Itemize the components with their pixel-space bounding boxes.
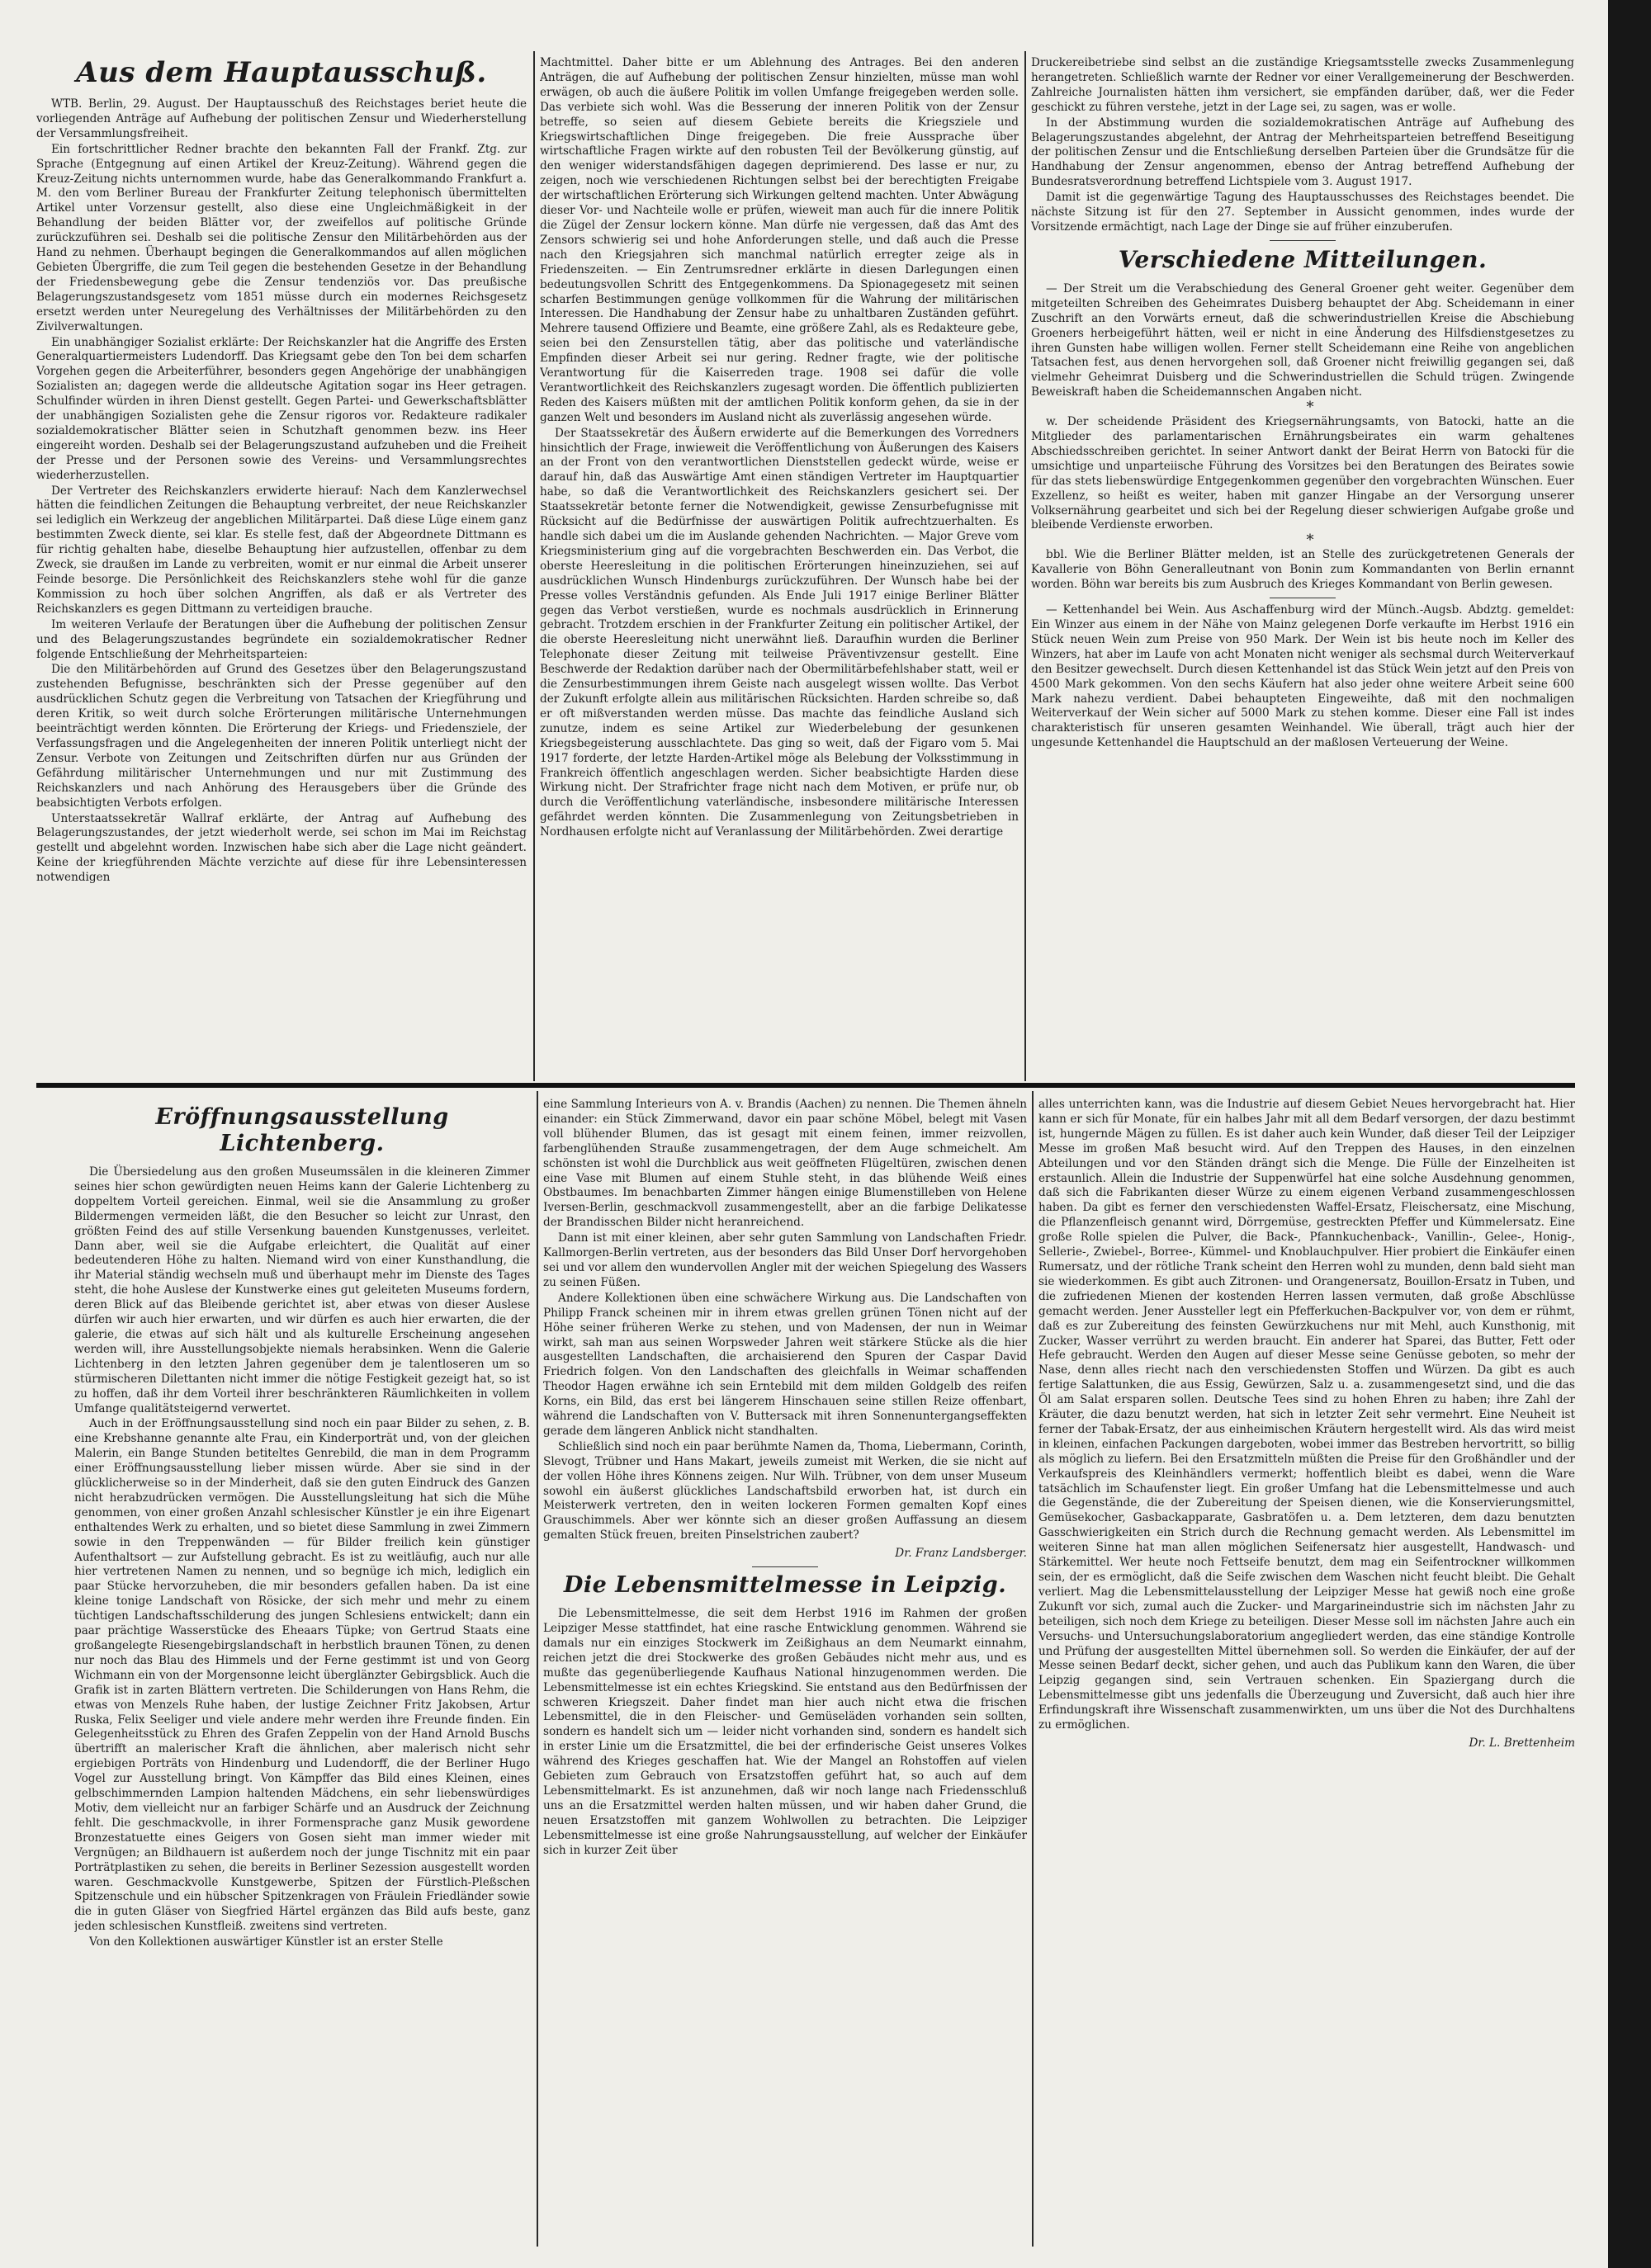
paragraph: WTB. Berlin, 29. August. Der Hauptausschuß des Reichstages beriet heute die vorliegenden Anträge auf Aufhebung der politischen Zensur und Wiederherstellung der Versammlungsfreiheit. [36,97,527,140]
author-signature: Dr. L. Brettenheim [1469,1736,1575,1750]
column-bottom-3 [1038,1098,1575,2253]
paragraph: Damit ist die gegenwärtige Tagung des Hauptausschusses des Reichstages beendet. Die nächste Sitzung ist für den 27. September in Aussicht genommen, indes wurde der Vorsitzende ermächtigt, nach Lage der Dinge sie auf früher einzuberufen. [1031,191,1574,234]
column-rule [533,51,535,1081]
paragraph: Ein fortschrittlicher Redner brachte den bekannten Fall der Frankf. Ztg. zur Sprache (Entgegnung auf einen Artikel der Kreuz-Zeitung). Während gegen die Kreuz-Zeitung nichts unternommen wurde, habe das Generalkommando Frankfurt a. M. den vom Berliner Bureau der Frankfurter Zeitung telephonisch übermittelten Artikel unter Vorzensur gestellt, also diese eine Ungleichmäßigkeit in der Behandlung der beiden Blätter vor, der zweifellos auf politische Gründe zurückzuführen sei. Deshalb sei die politische Zensur den Militärbehörden aus der Hand zu nehmen. Überhaupt begingen die Generalkommandos auf allen möglichen Gebieten Übergriffe, die zum Teil gegen die bestehenden Gesetze in der Behandlung der Friedensbewegung gebe die Zensur tendenziös vor. Das preußische Belagerungszustandsgesetz vom 1851 müsse durch ein modernes Reichsgesetz ersetzt werden unter Neuregelung des Verhältnisses der Militärbehörden zu den Zivilverwaltungen. [36,142,527,333]
paragraph: Unterstaatssekretär Wallraf erklärte, der Antrag auf Aufhebung des Belagerungszustandes, der jetzt wiederholt werde, sei schon im Mai im Reichstag gestellt und abgelehnt worden. Inzwischen habe sich aber die Lage nicht geändert. Keine der kriegführenden Mächte verzichte auf diese für ihre Lebensinteressen notwendigen [36,811,527,885]
paragraph: Dann ist mit einer kleinen, aber sehr guten Sammlung von Landschaften Friedr. Kallmorgen-Berlin vertreten, aus der besonders das Bild Unser Dorf hervorgehoben sei und vor allem den wundervollen Angler mit der weichen Spiegelung des Wassers zu seinen Füßen. [543,1231,1027,1289]
column-bottom-2 [543,1098,1027,2253]
paragraph: Ein unabhängiger Sozialist erklärte: Der Reichskanzler hat die Angriffe des Ersten Generalquartiermeisters Ludendorff. Das Kriegsamt gebe den Ton bei dem scharfen Vorgehen gegen die Arbeiterführer, besonders gegen Angehörige der unabhängigen Sozialisten an; dagegen werde die alldeutsche Agitation sogar ins Heer getragen. Schulfinder würden in ihren Dienst gestellt. Gegen Partei- und Gewerkschaftsblätter der unabhängigen Sozialisten gehe die Zensur rigoros vor. Redakteure radikaler sozialdemokratischer Blätter seien in Schutzhaft genommen bezw. ins Heer eingereiht worden. Deshalb sei der Belagerungszustand aufzuheben und die Freiheit der Presse und der Personen sowie des Vereins- und Versammlungsrechtes wiederherzustellen. [36,335,527,482]
paragraph: Schließlich sind noch ein paar berühmte Namen da, Thoma, Liebermann, Corinth, Slevogt, Trübner und Hans Makart, jeweils zumeist mit Werken, die sie nicht auf der vollen Höhe ihres Könnens zeigen. Nur Wilh. Trübner, von dem unser Museum sowohl ein äußerst glückliches Landschaftsbild erworben hat, ist durch ein Meisterwerk vertreten, den in weiten lockeren Formen gemalten Kopf eines Grauschimmels. Aber wer könnte sich an dieser großen Auffassung an diesem gemalten Stück freuen, breiten Pinselstrichen zaubert? [543,1439,1027,1543]
paragraph: Andere Kollektionen üben eine schwächere Wirkung aus. Die Landschaften von Philipp Franck scheinen mir in ihrem etwas grellen grünen Tönen nicht auf der Höhe seiner früheren Werke zu stehen, und von Madensen, der nun in Weimar wirkt, sah man aus seinen Worpsweder Jahren weit stärkere Stücke als die hier ausgestellten Landschaften, die archaisierend den Spuren der Caspar David Friedrich folgen. Von den Landschaften des gleichfalls in Weimar schaffenden Theodor Hagen erwähne ich sein Erntebild mit dem milden Goldgelb des reifen Korns, ein Bild, das erst bei längerem Hinschauen seine stillen Reize offenbart, während die Landschaften von V. Buttersack mit ihren Sonnenuntergangseffekten gerade dem längeren Anblick nicht standhalten. [543,1291,1027,1438]
paragraph: Der Vertreter des Reichskanzlers erwiderte hierauf: Nach dem Kanzlerwechsel hätten die feindlichen Zeitungen die Behauptung verbreitet, der neue Reichskanzler sei lediglich ein Werkzeug der angeblichen Militärpartei. Daß diese Lüge einem ganz bestimmten Zweck diente, sei klar. Es stelle fest, daß der Abgeordnete Dittmann es für richtig gehalten habe, dieselbe Behauptung hier aufzustellen, offenbar zu dem Zweck, sie draußen im Lande zu verbreiten, womit er nur einmal die Arbeit unserer Feinde besorge. Die Persönlichkeit des Reichskanzlers stehe wohl für die ganze Kommission zu hoch über solchen Angriffen, als daß er als Vertreter des Reichskanzlers es gegen Dittmann zu verteidigen brauche. [36,484,527,616]
divider [1270,240,1336,241]
asterisk-separator: * [1306,399,1314,417]
paragraph: Auch in der Eröffnungsausstellung sind noch ein paar Bilder zu sehen, z. B. eine Krebshanne genannte alte Frau, ein Kinderporträt und, von der gleichen Malerin, ein Bange Stunden betiteltes Genrebild, die man in dem Programm einer Eröffnungsausstellung lieber missen würde. Aber sie sind in der glücklicherweise so in der Minderheit, daß sie den guten Eindruck des Ganzen nicht herabzudrücken vermögen. Die Ausstellungsleitung hat sich die Mühe genommen, von einer großen Anzahl schlesischer Künstler je ein ihre Eigenart enthaltendes Werk zu erhalten, und so bietet diese Sammlung in zwei Zimmern sowie in den Treppenwänden — für Bilder freilich kein günstiger Aufenthaltsort — zur Aufstellung gebracht. Es ist zu weitläufig, auch nur alle hier vertretenen Namen zu nennen, und so begnüge ich mich, lediglich ein paar Stücke hervorzuheben, die mir besonders gefallen haben. Da ist eine kleine tonige Landschaft von Rösicke, der sich mehr und mehr zu einem tüchtigen Landschaftsschilderung des jungen Schlesiens entwickelt; dann ein paar prächtige Wasserstücke des Eheaars Tüpke; von Gertrud Staats eine großangelegte Riesengebirgslandschaft in herbstlich braunen Tönen, zu denen nur noch das Blau des Himmels und der Ferne gestimmt ist und von Georg Wichmann ein von der Morgensonne leicht überglänzter Gebirgsblick. Auch die Grafik ist in zarten Blättern vertreten. Die Schilderungen von Hans Rehm, die etwas von Menzels Ruhe haben, der lustige Zeichner Fritz Jakobsen, Artur Ruska, Felix Seeliger und viele andere mehr werden ihre Freunde finden. Ein Gelegenheitsstück zu Ehren des Grafen Zeppelin von der Hand Arnold Buschs übertrifft an malerischer Kraft die ähnlichen, aber malerisch nicht sehr ergiebigen Porträts von Hindenburg und Ludendorff, die der Berliner Hugo Vogel zur Ausstellung bringt. Von Kämpffer das Bild eines Kleinen, eines gelbschimmernden Lampion haltenden Mädchens, ein sehr liebenswürdiges Motiv, dem vielleicht nur an farbiger Schärfe und an Ausdruck der Zeichnung fehlt. Die geschmackvolle, in ihrer Formensprache ganz Musik gewordene Bronzestatuette eines Geigers von Gosen sieht man immer wieder mit Vergnügen; an Bildhauern ist außerdem noch der junge Tischnitz mit ein paar Porträtplastiken zu sehen, die bereits in Berliner Sezession ausgestellt worden waren. Geschmackvolle Kunstgewerbe, Spitzen der Fürstlich-Pleßschen Spitzenschule und ein hübscher Spitzenkragen von Fräulein Friedländer sowie die in guten Gläser von Siegfried Härtel ergänzen das Bild aufs beste, ganz jeden schlesischen Kunstfleiß. zweitens sind vertreten. [74,1417,530,1934]
paragraph: Der Staatssekretär des Äußern erwiderte auf die Bemerkungen des Vorredners hinsichtlich der Frage, inwieweit die Veröffentlichung von Äußerungen des Kaisers an der Front von den verantwortlichen Dienststellen gedeckt würde, weise er darauf hin, daß das Auswärtige Amt einen ständigen Vertreter im Hauptquartier habe, so daß die Verantwortlichkeit des Reichskanzlers gesichert sei. Der Staatssekretär betonte ferner die Notwendigkeit, gewisse Zensurbefugnisse mit Rücksicht auf die Bedürfnisse der auswärtigen Politik aufrechtzuerhalten. Es handle sich dabei um die im Auslande gehenden Nachrichten. — Major Greve vom Kriegsministerium ging auf die vorgebrachten Beschwerden ein. Das Verbot, die oberste Heeresleitung in die politischen Erörterungen hineinzuziehen, sei auf ausdrücklichen Wunsch Hindenburgs zurückzuführen. Der Wunsch habe bei der Presse volles Verständnis gefunden. Als Ende Juli 1917 einige Berliner Blätter gegen das Verbot verstießen, wurde es nochmals ausdrücklich in Erinnerung gebracht. Trotzdem erschien in der Frankfurter Zeitung ein politischer Artikel, der die oberste Heeresleitung nicht unerwähnt ließ. Daraufhin wurden die Berliner Telephonate dieser Zeitung mit teilweise Präventivzensur gestellt. Eine Beschwerde der Redaktion darüber nach der Obermilitärbefehlshaber statt, weil er die Zensurbestimmungen ihrem Geiste nach ausgelegt wissen wollte. Das Verbot der Zukunft erfolgte allein aus militärischen Rücksichten. Harden schreibe so, daß er oft mißverstanden werden müsse. Das machte das feindliche Ausland sich zunutze, indem es seine Artikel zur Wiederbelebung der gesunkenen Kriegsbegeisterung ausschlachtete. Das ging so weit, daß der Figaro vom 5. Mai 1917 forderte, der letzte Harden-Artikel möge als Belebung der Volksstimmung in Frankreich öffentlich angeschlagen werden. Sicher beabsichtigte Harden diese Wirkung nicht. Der Strafrichter frage nicht nach dem Motiven, er prüfe nur, ob durch die Veröffentlichung vaterländische, insbesondere militärische Interessen gefährdet werden könnten. Die Zusammenlegung von Zeitungsbetrieben in Nordhausen erfolgte nicht auf Veranlassung der Militärbehörden. Zwei derartige [540,426,1019,839]
paragraph: alles unterrichten kann, was die Industrie auf diesem Gebiet Neues hervorgebracht hat. Hier kann er sich für Monate, für ein halbes Jahr mit all dem Bedarf versorgen, der dazu bestimmt ist, hungernde Mägen zu füllen. Es ist daher auch kein Wunder, daß dieser Teil der Leipziger Messe im großen Maß besucht wird. Auf den Treppen des Hauses, in den einzelnen Abteilungen und vor den Ständen drängt sich die Menge. Die Fülle der Einzelheiten ist erstaunlich. Allein die Industrie der Suppenwürfel hat eine solche Ausdehnung genommen, daß sich die Fabrikanten dieser Würze zu einem eigenen Verband zusammengeschlossen haben. Da gibt es ferner den verschiedensten Waffel-Ersatz, Fleischersatz, eine Mischung, die Pflanzenfleisch genannt wird, Dörrgemüse, gestreckten Pfeffer und Kümmelersatz. Eine große Rolle spielen die Pulver, die Back-, Pfannkuchenback-, Vanillin-, Gelee-, Honig-, Sellerie-, Zwiebel-, Borree-, Kümmel- und Knoblauchpulver. Hier probiert die Einkäufer einen Rumersatz, und der rötliche Trank scheint den Herren wohl zu munden, denn bald sieht man sie wiederkommen. Es gibt auch Zitronen- und Orangenersatz, Bouillon-Ersatz in Tuben, und die zufriedenen Mienen der kostenden Herren lassen vermuten, daß große Abschlüsse gemacht werden. Jener Aussteller legt ein Pfefferkuchen-Backpulver vor, von dem er rühmt, daß es zur Zubereitung des feinsten Gewürzkuchens nur mit Mehl, auch Kunsthonig, mit Zucker, Wasser verrührt zu werden braucht. Ein anderer hat Sparei, das Butter, Fett oder Hefe gebraucht. Werden den Augen auf dieser Messe seine Genüsse geboten, so mehr der Nase, denn alles riecht nach den verschiedensten Stoffen und Würzen. Da gibt es auch fertige Salattunken, die aus Essig, Gewürzen, Salz u. a. zusammengesetzt sind, und die das Öl am Salat ersparen sollen. Deutsche Tees sind zu hohen Ehren zu haben; ihre Zahl der Kräuter, die dazu benutzt werden, hat sich in letzter Zeit sehr vermehrt. Eine Neuheit ist ferner der Tabak-Ersatz, der aus einheimischen Kräutern hergestellt wird. Als das wird meist in kleinen, einfachen Packungen dargeboten, wobei immer das Bestreben hervortritt, so billig als möglich zu liefern. Bei den Ersatzmitteln müßten die Preise für den Großhändler und der Verkaufspreis des Kleinhändlers vermerkt; hoffentlich bleibt es dabei, wenn die Ware tatsächlich im Schaufenster liegt. Ein großer Umfang hat die Lebensmittelmesse und auch die Gegenstände, die der Zubereitung der Speisen dienen, wie die Konservierungsmittel, Gemüsekocher, Gasbackapparate, Gasbratöfen u. a. Dem letzteren, dem dazu benutzten Gasschwierigkeiten ein Strich durch die Rechnung gemacht werden. Als Lebensmittel im weiteren Sinne hat man allen möglichen Seifenersatz hier ausgestellt, Handwasch- und Stärkemittel. Wer heute noch Fettseife benutzt, dem mag ein Seifentrockner willkommen sein, der es ermöglicht, daß die Seife zwischen dem Waschen nicht feucht bleibt. Die Gehalt verliert. Mag die Lebensmittelausstellung der Leipziger Messe hat gewiß noch eine große Zukunft vor sich, zumal auch die Zucker- und Margarineindustrie sich im nächsten Jahr zu beteiligen, sich noch dem Kriege zu beteiligen. Dieser Messe soll im nächsten Jahre auch ein Versuchs- und Untersuchungslaboratorium angegliedert werden, das eine ständige Kontrolle und Prüfung der ausgestellten Mittel übernehmen soll. So werden die Einkäufer, der auf der Messe seinen Bedarf deckt, sicher gehen, und auch das Publikum kann den Waren, die über Leipzig gegangen sind, sein Vertrauen schenken. Ein Spaziergang durch die Lebensmittelmesse gibt uns jedenfalls die Überzeugung und Zuversicht, daß auch hier ihre Erfindungskraft ihre Wissenschaft zusammenwirkten, um uns über die Not des Durchhaltens zu ermöglichen. [1038,1098,1575,1732]
asterisk-separator: * [1306,532,1314,550]
article-heading-lebensmittelmesse: Die Lebensmittelmesse in Leipzig. [563,1572,1007,1599]
article-heading-hauptausschuss: Aus dem Hauptausschuß. [76,56,487,89]
column-top-1 [36,51,527,1080]
paragraph: Im weiteren Verlaufe der Beratungen über die Aufhebung der politischen Zensur und des Belagerungszustandes begründete ein sozialdemokratischer Redner folgende Entschließung der Mehrheitsparteien: [36,617,527,661]
paragraph: In der Abstimmung wurden die sozialdemokratischen Anträge auf Aufhebung des Belagerungszustandes abgelehnt, der Antrag der Mehrheitsparteien betreffend Beseitigung der politischen Zensur und die Entschließung derselben Parteien über die Grundsätze für die Handhabung der Zensur angenommen, ebenso der Antrag betreffend Aufhebung der Bundesratsverordnung betreffend Lichtspiele vom 3. August 1917. [1031,116,1574,189]
section-rule [36,1083,1575,1088]
paragraph: Druckereibetriebe sind selbst an die zuständige Kriegsamtsstelle zwecks Zusammenlegung herangetreten. Schließlich warnte der Redner vor einer Verallgemeinerung der Beschwerden. Zahlreiche Journalisten hätten ihm versichert, sie empfänden darüber, daß, wer die Feder geschickt zu führen verstehe, jetzt in der Lage sei, zu sagen, was er wolle. [1031,56,1574,114]
paragraph: eine Sammlung Interieurs von A. v. Brandis (Aachen) zu nennen. Die Themen ähneln einander: ein Stück Zimmerwand, davor ein paar schöne Möbel, belegt mit Vasen voll blühender Blumen, das ist gesagt mit einem feinen, immer reizvollen, farbenglühenden Strauße zusammengetragen, der dem Auge schmeichelt. Am schönsten ist wohl die Durchblick aus weit geöffneten Flügeltüren, zwischen denen eine Vase mit Blumen auf einem Stuhle steht, in das blühende Weiß eines Obstbaumes. Im benachbarten Zimmer hängen einige Blumenstilleben von Helene Iversen-Berlin, geschmackvoll zusammengestellt, aber an die farbige Delikatesse der Brandisschen Bilder nicht heranreichend. [543,1098,1027,1230]
scan-edge [1608,0,1651,2268]
paragraph: Die den Militärbehörden auf Grund des Gesetzes über den Belagerungszustand zustehenden Befugnisse, beschränkten sich der Presse gegenüber auf den ausdrücklichen Schutz gegen die Verbreitung von Tatsachen der Kriegführung und deren Kritik, so weit durch solche Erörterungen militärische Unternehmungen beeinträchtigt werden könnten. Die Erörterung der Kriegs- und Friedensziele, der Verfassungsfragen und die Angelegenheiten der inneren Politik unterliegt nicht der Zensur. Verbote von Zeitungen und Zeitschriften dürfen nur aus Gründen der Gefährdung militärischer Unternehmungen und nur mit Zustimmung des Reichskanzlers und nach Anhörung des Herausgebers über die Gründe des beabsichtigten Verbots erfolgen. [36,663,527,810]
column-top-3 [1031,56,1574,1080]
author-signature: Dr. Franz Landsberger. [895,1547,1027,1561]
divider [752,1566,818,1567]
paragraph: — Kettenhandel bei Wein. Aus Aschaffenburg wird der Münch.-Augsb. Abdztg. gemeldet: Ein Winzer aus einem in der Nähe von Mainz gelegenen Dorfe verkaufte im Herbst 1916 ein Stück neuen Wein zum Preise von 950 Mark. Der Wein ist bis heute noch im Keller des Winzers, hat aber im Laufe von acht Monaten nicht weniger als sechsmal durch Weiterverkauf den Besitzer gewechselt. Durch diesen Kettenhandel ist das Stück Wein jetzt auf den Preis von 4500 Mark gekommen. Von den sechs Käufern hat also jeder ohne weitere Arbeit seine 600 Mark nahezu verdient. Dabei behaupteten Eingeweihte, daß mit den nochmaligen Weiterverkauf der Wein sicher auf 5000 Mark zu stehen komme. Dieser eine Fall ist indes charakteristisch für unseren gesamten Weinhandel. Wie überall, trägt auch hier der ungesunde Kettenhandel die Hauptschuld an der maßlosen Verteuerung der Weine. [1031,603,1574,750]
column-rule [1024,51,1026,1081]
column-bottom-1 [74,1099,530,2255]
column-rule [1032,1091,1034,2247]
paragraph: Die Übersiedelung aus den großen Museumssälen in die kleineren Zimmer seines hier schon gewürdigten neuen Heims kann der Galerie Lichtenberg zu doppeltem Vorteil gereichen. Einmal, weil sie die Ansammlung zu großer Bildermengen vermeiden läßt, die den Besucher so leicht zur Unrast, den größten Feind des auf stille Versenkung bauenden Kunstgenusses, verleitet. Dann aber, weil sie die Aufgabe erleichtert, die Qualität auf einer bedeutenderen Höhe zu halten. Niemand wird von einer Kunsthandlung, die ihr Material ständig wechseln muß und überhaupt mehr im Dienste des Tages steht, die hohe Auslese der Kunstwerke eines gut geleiteten Museums fordern, deren Blick auf das Bleibende gerichtet ist, aber etwas von dieser Auslese dürfen wir auch hier erwarten, und wir dürfen es auch hier erwarten, die der galerie, die etwas auf sich hält und als kulturelle Erscheinung angesehen werden will, ihre Ausstellungsobjekte niemals herabsinken. Wenn die Galerie Lichtenberg in den letzten Jahren gegenüber dem je talentloseren um so stürmischeren Dilettanten nicht immer die nötige Festigkeit gezeigt hat, so ist zu hoffen, daß ihr dem Vorteil ihrer beschränkteren Räumlichkeiten in vollem Umfange qualitätsteigernd verwertet. [74,1165,530,1415]
paragraph: Die Lebensmittelmesse, die seit dem Herbst 1916 im Rahmen der großen Leipziger Messe stattfindet, hat eine rasche Entwicklung genommen. Während sie damals nur ein einziges Stockwerk im Zeißighaus an dem Neumarkt einnahm, reichen jetzt die drei Stockwerke des großen Gebäudes nicht mehr aus, und es mußte das gegenüberliegende Kaufhaus National hinzugenommen werden. Die Lebensmittelmesse ist ein echtes Kriegskind. Sie entstand aus den Bedürfnissen der schweren Kriegszeit. Daher findet man hier auch nicht etwa die frischen Lebensmittel, die in den Fleischer- und Gemüseläden vorhanden sein sollten, sondern es handelt sich um — leider nicht vorhanden sind, sondern es handelt sich in erster Linie um die Ersatzmittel, die bei der erfinderische Geist unseres Volkes während des Krieges geschaffen hat. Wie der Mangel an Rohstoffen auf vielen Gebieten zum Gebrauch von Ersatzstoffen geführt hat, so auch auf dem Lebensmittelmarkt. Es ist anzunehmen, daß wir noch lange nach Friedensschluß uns an die Ersatzmittel werden halten müssen, und wir haben daher Grund, die neuen Ersatzstoffen mit ganzem Wohlwollen zu betrachten. Die Leipziger Lebensmittelmesse ist eine große Nahrungsausstellung, auf welcher der Einkäufer sich in kurzer Zeit über [543,1607,1027,1857]
article-heading-lichtenberg: Eröffnungsausstellung Lichtenberg. [155,1104,449,1156]
paragraph: w. Der scheidende Präsident des Kriegsernährungsamts, von Batocki, hatte an die Mitglieder des parlamentarischen Ernährungsbeirates ein warm gehaltenes Abschiedsschreiben gerichtet. In seiner Antwort dankt der Beirat Herrn von Batocki für die umsichtige und unparteiische Führung des Vorsitzes bei den Beratungen des Beirates sowie für das stets liebenswürdige Entgegenkommen gegenüber den vorgebrachten Wünschen. Euer Exzellenz, so heißt es weiter, haben mit ganzer Hingabe an der Versorgung unserer Volksernährung gearbeitet und sich bei der Regelung dieser schwierigen Aufgabe große und bleibende Verdienste erworben. [1031,415,1574,532]
paragraph: Von den Kollektionen auswärtiger Künstler ist an erster Stelle [89,1935,443,1949]
paragraph: — Der Streit um die Verabschiedung des General Groener geht weiter. Gegenüber dem mitgeteilten Schreiben des Geheimrates Duisberg behauptet der Abg. Scheidemann in einer Zuschrift an den Vorwärts erneut, daß die schwerindustriellen Kreise die Abschiebung Groeners herbeigeführt hätten, weil er nicht in eine Änderung des Hilfsdienstgesetzes zu ihren Gunsten habe willigen wollen. Ferner stellt Scheidemann eine Reihe von angeblichen Tatsachen fest, aus denen hervorgehen soll, daß Groener nicht freiwillig gegangen sei, daß vielmehr Geheimrat Duisberg und die Schwerindustriellen die Schuld trügen. Zwingende Beweiskraft haben die Scheidemannschen Angaben nicht. [1031,281,1574,399]
paragraph: Machtmittel. Daher bitte er um Ablehnung des Antrages. Bei den anderen Anträgen, die auf Aufhebung der politischen Zensur hinzielten, müsse man wohl erwägen, ob auch die äußere Politik im vollen Umfange freigegeben werden solle. Das verbiete sich wohl. Was die Besserung der inneren Politik von der Zensur betreffe, so seien auf diesem Gebiete bereits die Kriegsziele und Kriegswirtschaftlichen Dinge freigegeben. Die freie Aussprache über wirtschaftliche Fragen wirkte auf den robusten Teil der Bevölkerung günstig, auf den weniger widerstandsfähigen dagegen deprimierend. Des lasse er nur, zu zeigen, noch wie verschiedenen Richtungen selbst bei der berechtigten Freigabe der wirtschaftlichen Erörterung sich Wirkungen geltend machten. Unter Abwägung dieser Vor- und Nachteile wolle er prüfen, wieweit man auch für die innere Politik die Zügel der Zensur lockern könne. Man dürfe nie vergessen, daß das Amt des Zensors schwierig sei und hohe Anforderungen stelle, und daß auch die Presse nach den Kriegsjahren sich manchmal natürlich erregter zeige als in Friedenszeiten. — Ein Zentrumsredner erklärte in diesen Darlegungen einen bedeutungsvollen Schritt des Entgegenkommens. Da Spionagegesetz mit seinen scharfen Bestimmungen genüge vollkommen für die Wahrung der militärischen Interessen. Die Handhabung der Zensur habe zu unhaltbaren Zuständen geführt. Mehrere tausend Offiziere und Beamte, eine größere Zahl, als es Redakteure gebe, seien bei den Zensurstellen tätig, aber das politische und vaterländische Empfinden dieser Arbeit sei nur gering. Redner fragte, wie der politische Verantwortung für die Kaiserreden trage. 1908 sei dafür die volle Verantwortlichkeit des Reichskanzlers zugesagt worden. Die öffentlich publizierten Reden des Kaisers müßten mit der amtlichen Politik konform gehen, da sie in der ganzen Welt und besonders im Ausland nicht als zuverlässig angesehen würde. [540,56,1019,424]
article-heading-mitteilungen: Verschiedene Mitteilungen. [1118,245,1488,273]
column-rule [537,1091,538,2247]
column-top-2 [540,56,1019,1080]
paragraph: bbl. Wie die Berliner Blätter melden, ist an Stelle des zurückgetretenen Generals der Kavallerie von Böhn Generalleutnant von Bonin zum Kommandanten von Berlin ernannt worden. Böhn war bereits bis zum Ausbruch des Krieges Kommandant von Berlin gewesen. [1031,548,1574,592]
